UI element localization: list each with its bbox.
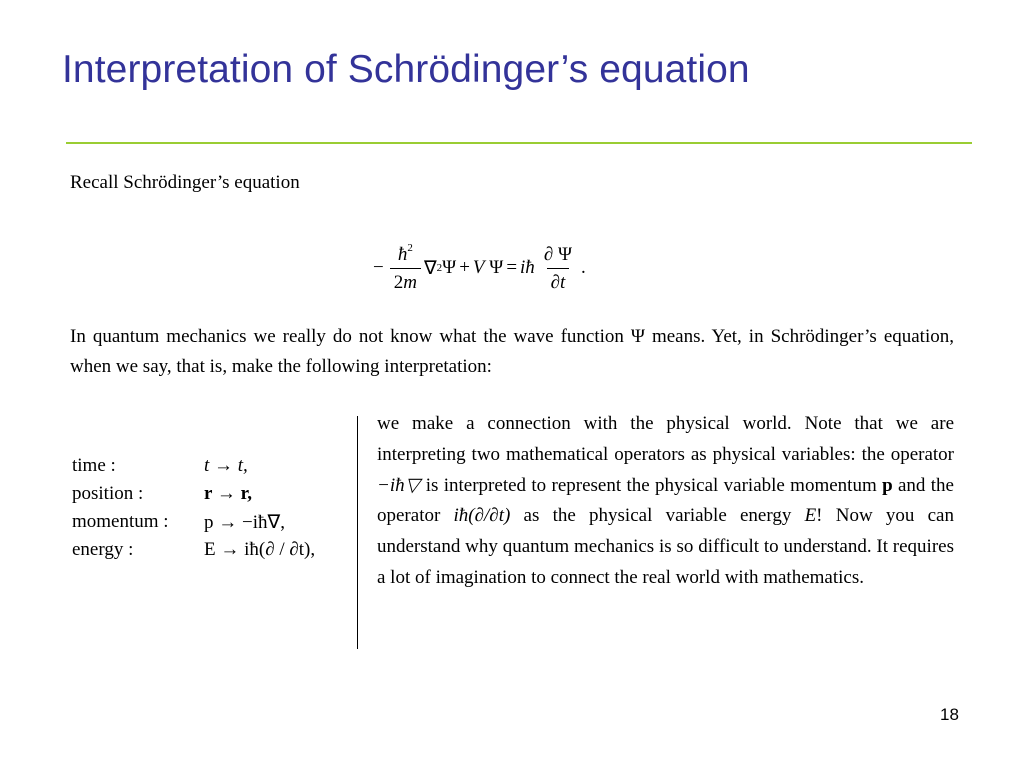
mapping-row	[72, 536, 352, 564]
operator-mapping-table	[72, 452, 352, 564]
energy-operator: iħ(∂/∂t)	[453, 505, 511, 527]
eq-laplacian: ∇	[423, 257, 437, 279]
mapping-expression: E → iħ(∂ / ∂t),	[204, 539, 316, 560]
energy-symbol: E	[804, 505, 817, 527]
recall-text: Recall Schrödinger’s equation	[70, 172, 300, 193]
momentum-symbol: p	[882, 474, 893, 496]
page-number: 18	[940, 705, 959, 724]
eq-hbar: ħ	[397, 243, 408, 265]
eq-potential: V	[472, 257, 485, 278]
explanation-paragraph	[377, 409, 954, 594]
eq-period: .	[580, 257, 586, 278]
eq-hbar-fraction: $\frac{ħ^2}{2m}$	[390, 245, 421, 292]
mapping-label: position :	[72, 483, 144, 504]
mapping-label: energy :	[72, 539, 134, 560]
momentum-operator: −iħ▽	[377, 474, 421, 496]
eq-equals: =	[506, 257, 518, 278]
mapping-row	[72, 508, 352, 536]
mapping-expression: p → −iħ∇,	[204, 511, 285, 533]
explanation-text: and the operator	[377, 474, 954, 527]
mapping-row	[72, 480, 352, 508]
eq-dpsi: ∂ Ψ	[543, 243, 572, 265]
column-divider	[357, 416, 358, 649]
explanation-text: is interpreted to represent the physical variable momentum	[420, 474, 883, 496]
mapping-expression: r → r,	[204, 483, 253, 504]
eq-two: 2	[393, 271, 404, 293]
title-divider	[66, 142, 972, 144]
eq-minus: −	[373, 257, 384, 278]
eq-m: m	[403, 271, 417, 293]
explanation-text: we make a connection with the physical world. Note that we are interpreting two mathematical operators as physical variables: the operator	[377, 413, 954, 465]
explanation-text: ! Now you can understand why quantum mechanics is so difficult to understand. It requires a lot of imagination to connect the real world with mathematics.	[377, 505, 954, 588]
intro-paragraph: In quantum mechanics we really do not know what the wave function Ψ means. Yet, in Schrödinger’s equation, when we say, that is, make the following interpretation:	[70, 326, 954, 377]
eq-time-derivative	[538, 245, 578, 292]
eq-psi: Ψ	[442, 257, 457, 278]
eq-ihbar: iħ	[520, 257, 535, 278]
slide-title: Interpretation of Schrödinger’s equation	[62, 48, 750, 91]
eq-dt: ∂t	[547, 268, 570, 292]
explanation-text: as the physical variable energy	[510, 505, 805, 527]
eq-psi-2: Ψ	[484, 257, 504, 278]
mapping-expression: t → t,	[204, 455, 248, 476]
schrodinger-equation: − $\frac{ħ^2}{2m}$ ∇ 2 Ψ + V Ψ = iħ $\frac{\partial \Psi}{\partial t}$ .	[373, 241, 586, 293]
mapping-label: time :	[72, 455, 116, 476]
eq-plus: +	[459, 257, 470, 278]
mapping-label: momentum :	[72, 511, 169, 532]
mapping-row	[72, 452, 352, 480]
